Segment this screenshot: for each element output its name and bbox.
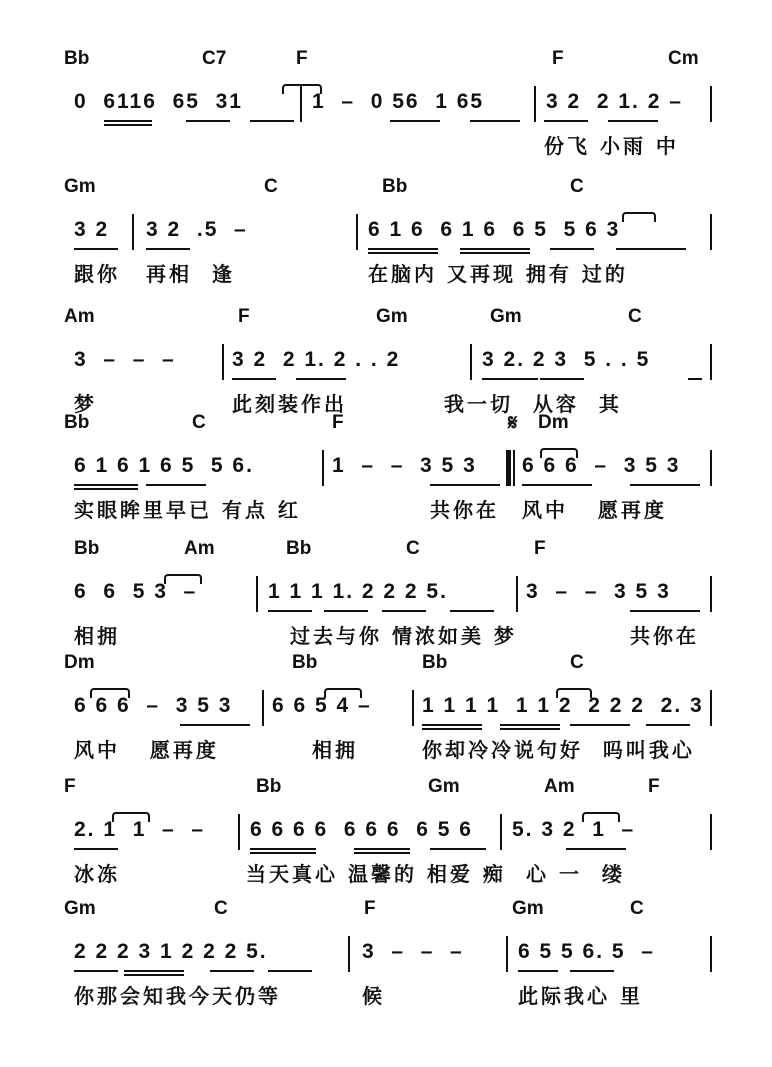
chord-row xyxy=(60,898,742,924)
beam xyxy=(470,120,520,122)
chord: Gm xyxy=(428,776,460,797)
barline xyxy=(348,936,350,972)
chord: Bb xyxy=(382,176,408,197)
notation-row xyxy=(60,940,742,974)
chord: Gm xyxy=(64,898,96,919)
tie-mark xyxy=(556,688,592,698)
chord: F xyxy=(534,538,546,559)
measure: 6 1 6 6 1 6 6 5 5 6 3 xyxy=(368,218,621,241)
measure: 6 6 5 3 – xyxy=(74,580,198,603)
beam xyxy=(354,848,410,850)
chord: Cm xyxy=(668,48,699,69)
beam xyxy=(608,120,658,122)
lyric: 跟你 xyxy=(74,262,120,286)
chord: Gm xyxy=(490,306,522,327)
barline xyxy=(710,576,712,612)
lyric: 梦 xyxy=(74,392,97,416)
barline xyxy=(710,86,712,122)
beam xyxy=(646,724,690,726)
measure: 6 6 5 4 – xyxy=(272,694,372,717)
measure: 3 – – – xyxy=(362,940,464,963)
beam xyxy=(570,970,614,972)
barline xyxy=(710,344,712,380)
chord: Bb xyxy=(64,412,90,433)
chord-row xyxy=(60,412,742,438)
measure: 6 5 5 6. 5 – xyxy=(518,940,655,963)
chord: F xyxy=(648,776,660,797)
measure: 3 2 xyxy=(74,218,110,241)
barline xyxy=(710,936,712,972)
beam xyxy=(450,610,494,612)
lyrics-row xyxy=(60,258,742,288)
segno-icon: 𝄋 xyxy=(508,410,518,435)
beam xyxy=(104,120,152,122)
measure: 6 6 6 – 3 5 3 xyxy=(74,694,233,717)
tie-mark xyxy=(622,212,656,222)
beam xyxy=(566,848,626,850)
notation-row xyxy=(60,454,742,488)
barline xyxy=(506,936,508,972)
chord-row xyxy=(60,652,742,678)
beam xyxy=(422,728,482,730)
beam xyxy=(460,252,530,254)
score-line-8 xyxy=(0,898,772,1028)
score-line-2 xyxy=(0,176,772,306)
chord: Am xyxy=(184,538,215,559)
chord-row xyxy=(60,48,742,74)
score-line-5 xyxy=(0,538,772,668)
barline xyxy=(470,344,472,380)
barline xyxy=(322,450,324,486)
lyric: 共你在 xyxy=(430,498,499,522)
beam xyxy=(570,724,630,726)
measure: 3 2 2 1. 2 . . 2 xyxy=(232,348,401,371)
beam xyxy=(544,120,588,122)
chord: C xyxy=(570,652,584,673)
chord: Am xyxy=(544,776,575,797)
lyric: 风中 愿再度 xyxy=(74,738,219,762)
lyric: 你那会知我今天仍等 xyxy=(74,984,281,1008)
beam xyxy=(368,248,438,250)
notation-row xyxy=(60,694,742,728)
barline xyxy=(710,814,712,850)
lyrics-row xyxy=(60,130,742,160)
lyric: 实眼眸里早已 有点 红 xyxy=(74,498,301,522)
lyric: 此刻装作出 xyxy=(232,392,347,416)
notation-row xyxy=(60,580,742,614)
beam xyxy=(482,378,538,380)
measure: 1 1 1 1. 2 2 2 5. xyxy=(268,580,448,603)
lyric: 候 xyxy=(362,984,385,1008)
lyric: 相拥 xyxy=(74,624,120,648)
barline xyxy=(222,344,224,380)
chord: Gm xyxy=(512,898,544,919)
measure: 6 1 6 1 6 5 5 6. xyxy=(74,454,254,477)
score-line-1 xyxy=(0,48,772,178)
beam xyxy=(124,970,184,972)
notation-row xyxy=(60,818,742,852)
beam xyxy=(180,724,250,726)
beam xyxy=(74,248,118,250)
score-line-6 xyxy=(0,652,772,782)
chord-row xyxy=(60,538,742,564)
beam xyxy=(382,610,426,612)
chord: C xyxy=(264,176,278,197)
beam xyxy=(688,378,702,380)
measure: 0 6116 65 31 xyxy=(74,90,243,113)
measure: 6 6 6 6 6 6 6 6 5 6 xyxy=(250,818,473,841)
chord: F xyxy=(364,898,376,919)
beam xyxy=(630,484,700,486)
barline xyxy=(500,814,502,850)
lyric: 冰冻 xyxy=(74,862,120,886)
lyric: 你却冷冷说句好 吗叫我心 xyxy=(422,738,695,762)
beam xyxy=(104,124,152,126)
chord: Bb xyxy=(256,776,282,797)
notation-row xyxy=(60,90,742,124)
measure: 3 2 2 1. 2 – xyxy=(546,90,683,113)
barline xyxy=(262,690,264,726)
chord: Dm xyxy=(64,652,95,673)
notation-row xyxy=(60,348,742,382)
tie-mark xyxy=(540,448,578,458)
beam xyxy=(500,724,560,726)
lyric: 过去与你 情浓如美 梦 xyxy=(290,624,517,648)
beam xyxy=(522,484,592,486)
barline-repeat xyxy=(506,450,511,486)
barline xyxy=(412,690,414,726)
beam xyxy=(268,610,312,612)
chord: C xyxy=(406,538,420,559)
measure: 5. 3 2 1 – xyxy=(512,818,636,841)
chord-row xyxy=(60,176,742,202)
beam xyxy=(324,610,368,612)
barline xyxy=(238,814,240,850)
chord: C xyxy=(214,898,228,919)
measure: 3 2. 2 3 5 . . 5 xyxy=(482,348,651,371)
tie-mark xyxy=(90,688,130,698)
lyrics-row xyxy=(60,980,742,1010)
beam xyxy=(296,378,346,380)
chord-row xyxy=(60,776,742,802)
lyric: 心 一 缕 xyxy=(526,862,625,886)
lyric: 份飞 小雨 中 xyxy=(544,134,679,158)
measure: 3 – – – xyxy=(74,348,176,371)
barline xyxy=(356,214,358,250)
lyric: 风中 愿再度 xyxy=(522,498,667,522)
chord: F xyxy=(552,48,564,69)
beam xyxy=(268,970,312,972)
chord: C xyxy=(628,306,642,327)
beam xyxy=(500,728,560,730)
barline xyxy=(300,86,302,122)
barline xyxy=(132,214,134,250)
chord: Bb xyxy=(292,652,318,673)
beam xyxy=(74,484,138,486)
measure: 2. 1 1 – – xyxy=(74,818,206,841)
beam xyxy=(146,248,190,250)
chord: Bb xyxy=(286,538,312,559)
lyric: 再相 逢 xyxy=(146,262,235,286)
beam xyxy=(460,248,530,250)
barline xyxy=(710,450,712,486)
chord: F xyxy=(296,48,308,69)
beam xyxy=(146,484,206,486)
measure: 1 – – 3 5 3 xyxy=(332,454,477,477)
lyric: 共你在 xyxy=(630,624,699,648)
lyric: 当天真心 温馨的 相爱 痴 xyxy=(246,862,506,886)
notation-row xyxy=(60,218,742,252)
lyrics-row xyxy=(60,494,742,524)
lyrics-row xyxy=(60,620,742,650)
lyric: 相拥 xyxy=(312,738,358,762)
beam xyxy=(250,848,316,850)
beam xyxy=(390,120,440,122)
measure: 1 – 0 56 1 65 xyxy=(312,90,485,113)
beam xyxy=(630,610,700,612)
barline xyxy=(513,450,515,486)
chord: C xyxy=(192,412,206,433)
tie-mark xyxy=(112,812,150,822)
chord: Gm xyxy=(376,306,408,327)
lyric: 在脑内 又再现 拥有 过的 xyxy=(368,262,628,286)
tie-mark xyxy=(324,688,362,698)
measure: 1 1 1 1 1 1 2 2 2 2 2. 3 xyxy=(422,694,704,717)
chord: Bb xyxy=(64,48,90,69)
chord: Gm xyxy=(64,176,96,197)
lyrics-row xyxy=(60,858,742,888)
chord: C xyxy=(570,176,584,197)
score-line-4 xyxy=(0,412,772,542)
beam xyxy=(250,852,316,854)
beam xyxy=(430,848,486,850)
barline xyxy=(516,576,518,612)
chord: Bb xyxy=(74,538,100,559)
beam xyxy=(74,970,118,972)
beam xyxy=(74,848,118,850)
barline xyxy=(710,690,712,726)
lyrics-row xyxy=(60,734,742,764)
barline xyxy=(534,86,536,122)
beam xyxy=(422,724,482,726)
beam xyxy=(232,378,276,380)
lyric: 此际我心 里 xyxy=(518,984,643,1008)
chord: Am xyxy=(64,306,95,327)
measure: 3 – – 3 5 3 xyxy=(526,580,671,603)
chord-row xyxy=(60,306,742,332)
beam xyxy=(354,852,410,854)
lyric: 我一切 从容 其 xyxy=(444,392,622,416)
beam xyxy=(210,970,254,972)
barline xyxy=(710,214,712,250)
beam xyxy=(124,974,184,976)
score-line-7 xyxy=(0,776,772,906)
chord: C xyxy=(630,898,644,919)
beam xyxy=(430,484,500,486)
beam xyxy=(616,248,686,250)
beam xyxy=(550,248,594,250)
measure: 6 6 6 – 3 5 3 xyxy=(522,454,681,477)
chord: F xyxy=(238,306,250,327)
chord: C7 xyxy=(202,48,227,69)
beam xyxy=(518,970,558,972)
measure: 2 2 2 3 1 2 2 2 5. xyxy=(74,940,268,963)
tie-mark xyxy=(164,574,202,584)
measure: 3 2 .5 – xyxy=(146,218,248,241)
chord: F xyxy=(64,776,76,797)
beam xyxy=(74,488,138,490)
beam xyxy=(368,252,438,254)
chord: Dm xyxy=(538,412,569,433)
barline xyxy=(256,576,258,612)
beam xyxy=(250,120,294,122)
tie-mark xyxy=(582,812,620,822)
chord: F xyxy=(332,412,344,433)
beam xyxy=(186,120,230,122)
beam xyxy=(540,378,584,380)
chord: Bb xyxy=(422,652,448,673)
